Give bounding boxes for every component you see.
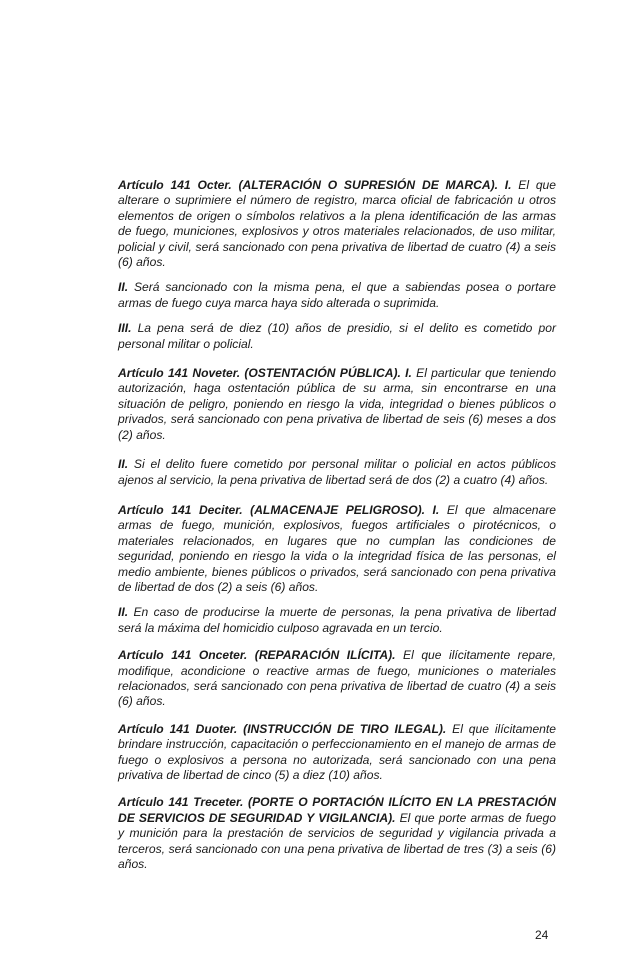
paragraph-heading: Artículo 141 Duoter. (INSTRUCCIÓN DE TIRO ILEGAL). xyxy=(118,721,447,736)
paragraph-heading: Artículo 141 Deciter. (ALMACENAJE PELIGROSO). I. xyxy=(118,502,440,517)
paragraph-heading: Artículo 141 Octer. (ALTERACIÓN O SUPRESIÓN DE MARCA). I. xyxy=(118,178,512,192)
paragraph-text: El particular que teniendo autorización, haga ostentación pública de su arma, sin encontrarse en una situación de peligro, poniendo en riesgo la vida, integridad o bienes públicos o privados, será sancionado con pena privativa de libertad de seis (6) meses a dos (2) años. xyxy=(118,366,556,442)
paragraph-text: Será sancionado con la misma pena, el que a sabiendas posea o portare armas de fuego cuya marca haya sido alterada o suprimida. xyxy=(118,280,556,310)
paragraph-text: La pena será de diez (10) años de presidio, si el delito es cometido por personal militar o policial. xyxy=(118,321,556,351)
article-141-duoter-paragraph xyxy=(118,722,556,784)
article-141-noveter-paragraph xyxy=(118,366,556,443)
paragraph-text: Si el delito fuere cometido por personal militar o policial en actos públicos ajenos al servicio, la pena privativa de libertad será de dos (2) a cuatro (4) años. xyxy=(118,457,556,487)
paragraph-heading: III. xyxy=(118,321,132,336)
article-141-octer-paragraph xyxy=(118,178,556,270)
article-141-treceter-paragraph xyxy=(118,795,556,872)
page-number: 24 xyxy=(535,928,549,942)
paragraph-text: El que alterare o suprimiere el número de registro, marca oficial de fabricación u otros elementos de origen o símbolos relativos a la plena identificación de las armas de fuego, municiones, explosivos y otros materiales relacionados, de uso militar, policial y civil, será sancionado con pena privativa de libertad de cuatro (4) a seis (6) años. xyxy=(118,178,557,270)
paragraph-heading: Artículo 141 Onceter. (REPARACIÓN ILÍCITA). xyxy=(118,648,396,663)
paragraph-text: El que almacenare armas de fuego, munición, explosivos, fuegos artificiales o pirotécnicos, o materiales relacionados, en lugares que no cumplan las condiciones de seguridad, poniendo en riesgo la vida o la integridad física de las personas, el medio ambiente, bienes públicos o privados, será sancionado con pena privativa de libertad de dos (2) a seis (6) años. xyxy=(118,502,557,594)
article-141-noveter-clause-ii xyxy=(118,457,556,488)
paragraph-heading: Artículo 141 Noveter. (OSTENTACIÓN PÚBLICA). I. xyxy=(118,366,412,381)
article-141-octer-clause-iii xyxy=(118,321,556,352)
paragraph-text: En caso de producirse la muerte de personas, la pena privativa de libertad será la máxima del homicidio culposo agravada en un tercio. xyxy=(118,605,556,635)
paragraph-heading: II. xyxy=(118,457,129,472)
article-141-octer-clause-ii xyxy=(118,280,556,311)
paragraph-text: El que ilícitamente repare, modifique, acondicione o reactive armas de fuego, municiones o materiales relacionados, será sancionado con pena privativa de libertad de cuatro (4) a seis (6) años. xyxy=(118,648,556,709)
paragraph-text: El que ilícitamente brindare instrucción, capacitación o perfeccionamiento en el manejo de armas de fuego o explosivos a persona no autorizada, será sancionado con una pena privativa de libertad de cinco (5) a diez (10) años. xyxy=(118,721,556,782)
article-141-deciter-paragraph xyxy=(118,503,556,595)
article-141-onceter-paragraph xyxy=(118,648,556,710)
paragraph-heading: Artículo 141 Treceter. (PORTE O PORTACIÓN ILÍCITO EN LA PRESTACIÓN DE SERVICIOS DE SEGURIDAD Y VIGILANCIA). xyxy=(118,795,556,825)
paragraph-text: El que porte armas de fuego y munición para la prestación de servicios de seguridad y vigilancia privada a terceros, será sancionado con una pena privativa de libertad de tres (3) a seis (6) años. xyxy=(118,810,556,872)
paragraph-heading: II. xyxy=(118,605,129,620)
article-141-deciter-clause-ii xyxy=(118,605,556,636)
document-body xyxy=(118,178,556,872)
paragraph-heading: II. xyxy=(118,280,129,295)
